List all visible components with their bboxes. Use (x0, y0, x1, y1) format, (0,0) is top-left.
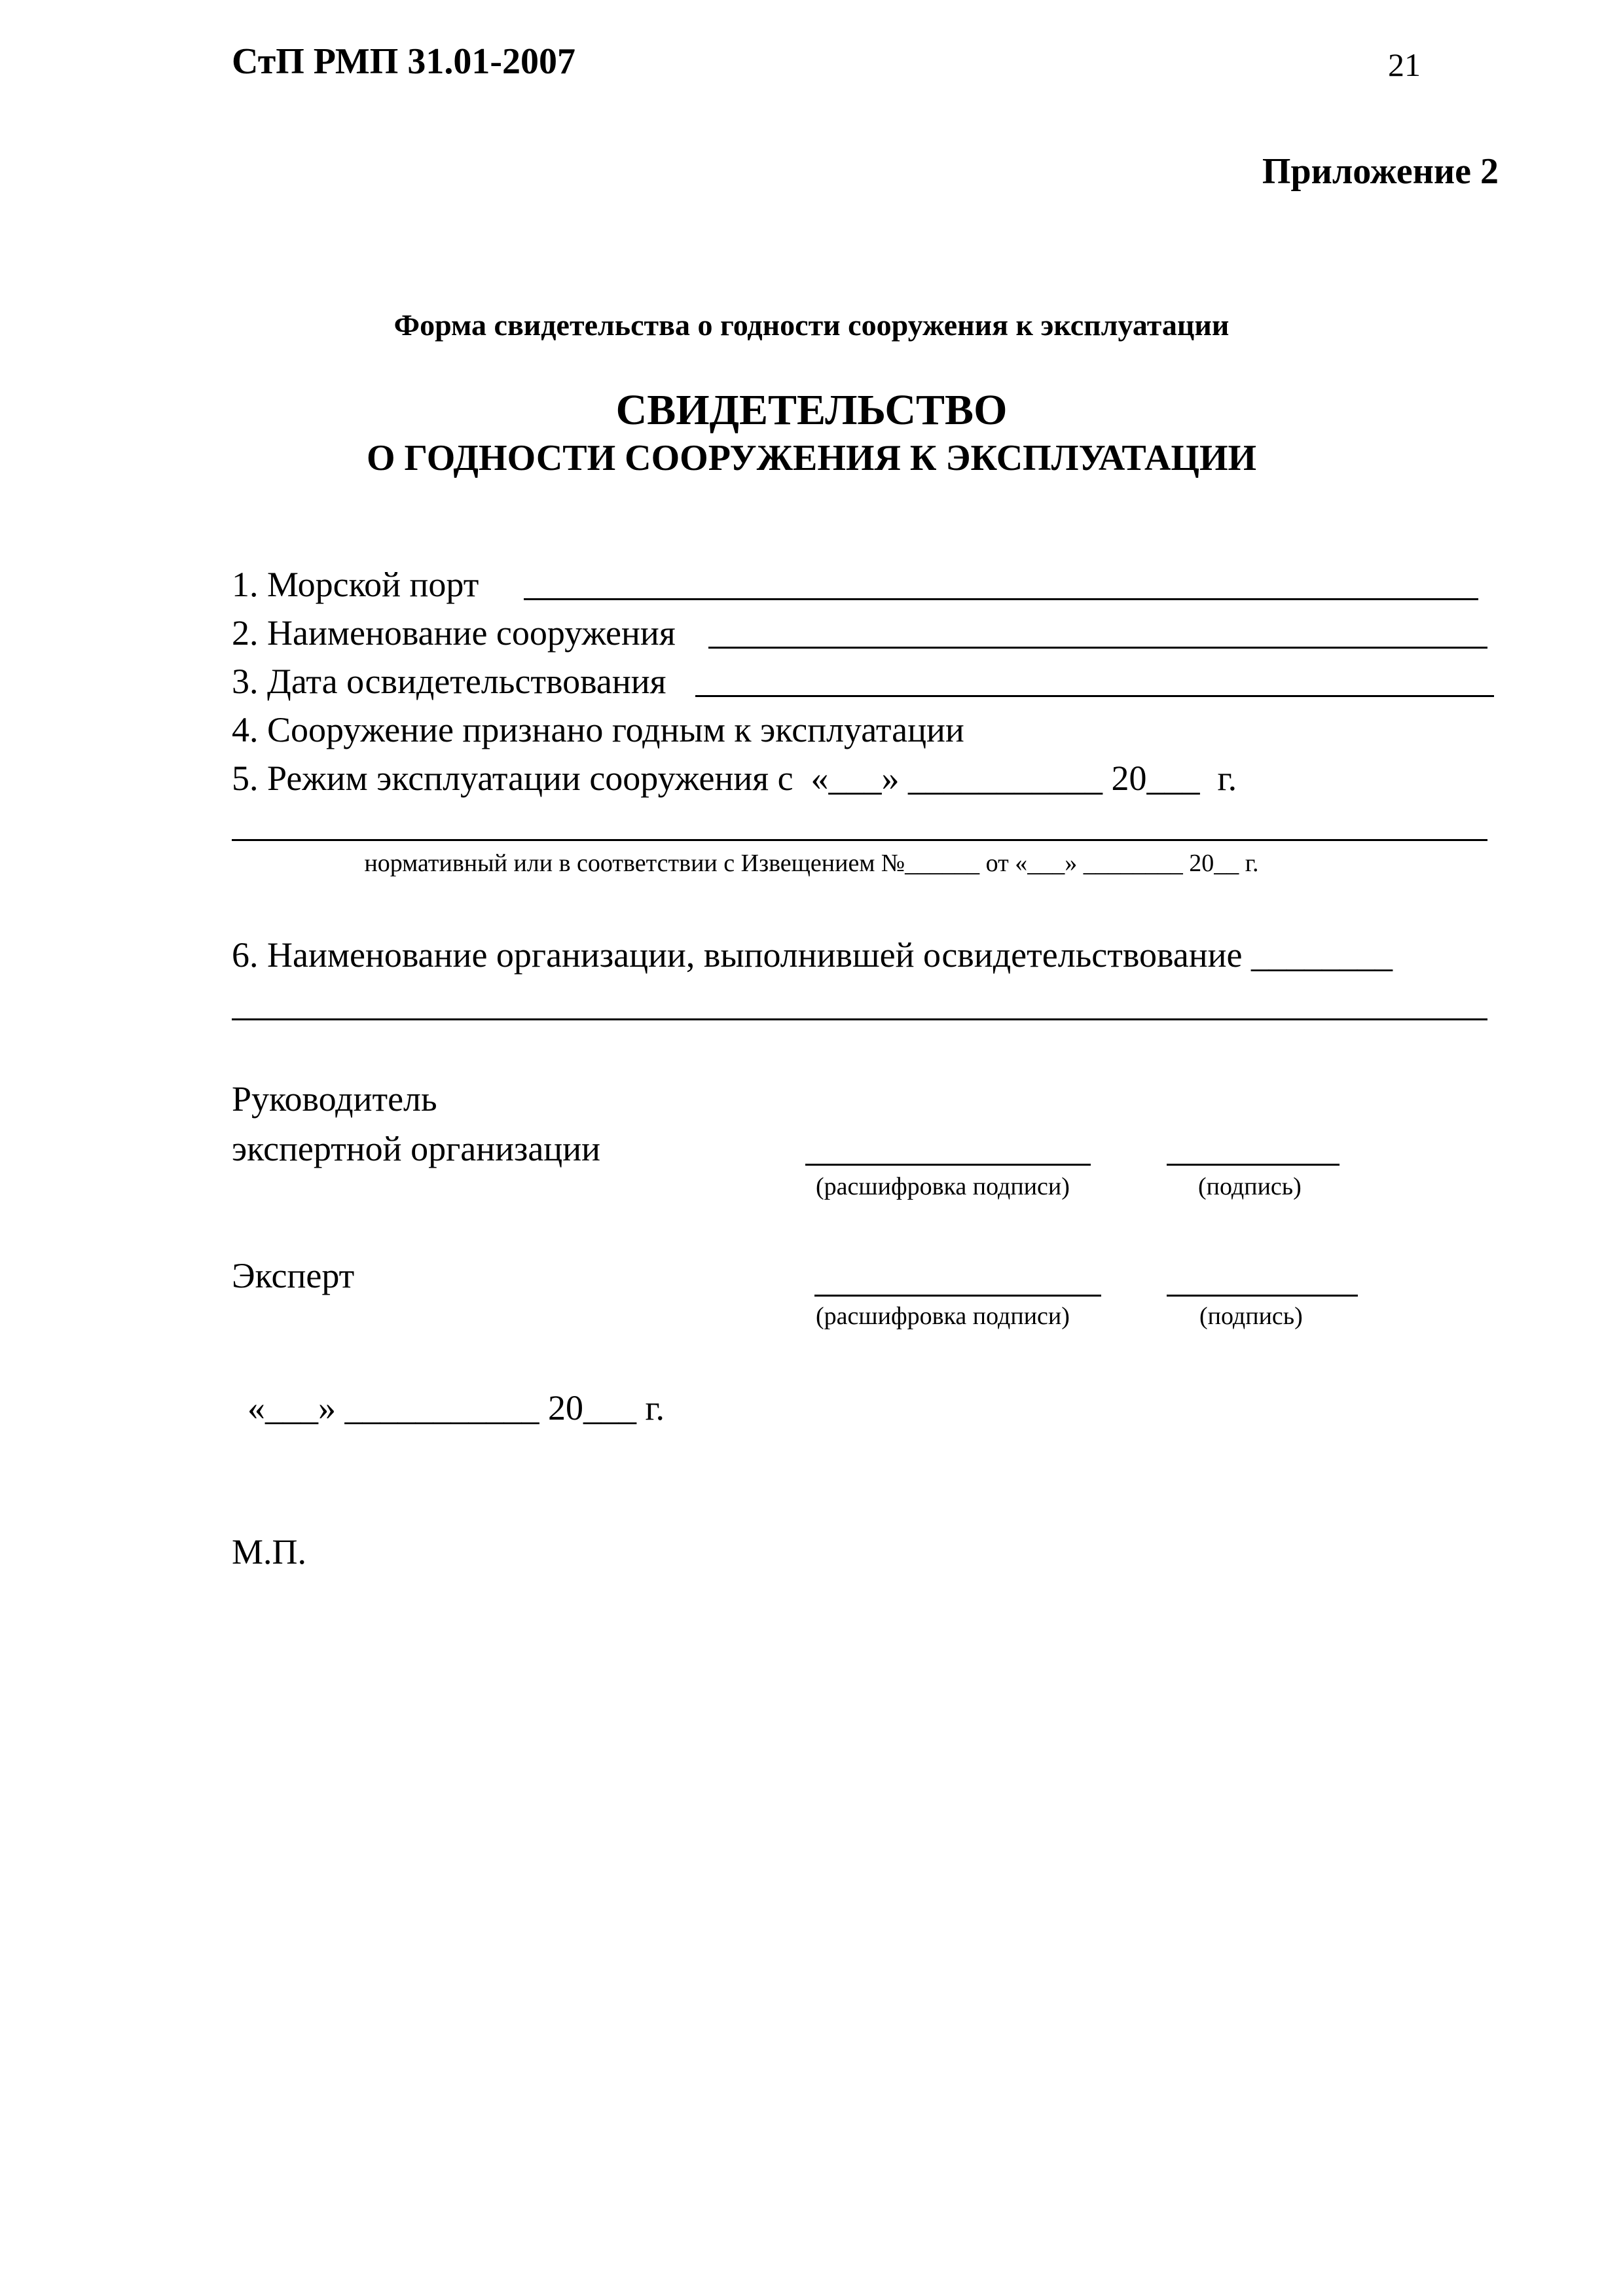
head-signature-caption: (подпись) (1198, 1173, 1302, 1200)
expert-decoding-caption: (расшифровка подписи) (816, 1302, 1070, 1330)
field-survey-organization: 6. Наименование организации, выполнившей освидетельствование ________ (232, 935, 1393, 975)
field-recognized-fit: 4. Сооружение признано годным к эксплуатации (232, 710, 964, 749)
field-survey-date-line (695, 695, 1494, 697)
field-structure-name-label: 2. Наименование сооружения (232, 613, 676, 653)
head-decoding-line (805, 1164, 1091, 1166)
head-label-line1: Руководитель (232, 1079, 437, 1119)
page-number: 21 (1388, 46, 1421, 83)
form-title: Форма свидетельства о годности сооружения к эксплуатации (393, 308, 1230, 342)
appendix-label: Приложение 2 (1262, 151, 1499, 192)
expert-signature-caption: (подпись) (1199, 1302, 1303, 1330)
head-decoding-caption: (расшифровка подписи) (816, 1173, 1070, 1200)
field-operating-mode: 5. Режим эксплуатации сооружения с «___» ___________ 20___ г. (232, 759, 1237, 798)
document-subtitle: О ГОДНОСТИ СООРУЖЕНИЯ К ЭКСПЛУАТАЦИИ (366, 438, 1257, 478)
operating-mode-note: нормативный или в соответствии с Извещением №______ от «___» ________ 20__ г. (364, 850, 1259, 877)
date-line: «___» ___________ 20___ г. (247, 1388, 665, 1427)
stamp-place: М.П. (232, 1532, 307, 1571)
field-survey-date-label: 3. Дата освидетельствования (232, 662, 666, 701)
expert-label: Эксперт (232, 1256, 355, 1295)
field-seaport-label: 1. Морской порт (232, 565, 488, 604)
head-label-line2: экспертной организации (232, 1129, 600, 1168)
expert-signature-line (1167, 1295, 1358, 1297)
field-survey-organization-line (232, 1018, 1487, 1020)
field-structure-name-line (708, 647, 1487, 649)
expert-decoding-line (814, 1295, 1101, 1297)
field-seaport-line (524, 598, 1478, 600)
document-title: СВИДЕТЕЛЬСТВО (615, 386, 1008, 434)
document-code: СтП РМП 31.01-2007 (232, 41, 575, 82)
operating-mode-line (232, 839, 1487, 841)
head-signature-line (1167, 1164, 1340, 1166)
